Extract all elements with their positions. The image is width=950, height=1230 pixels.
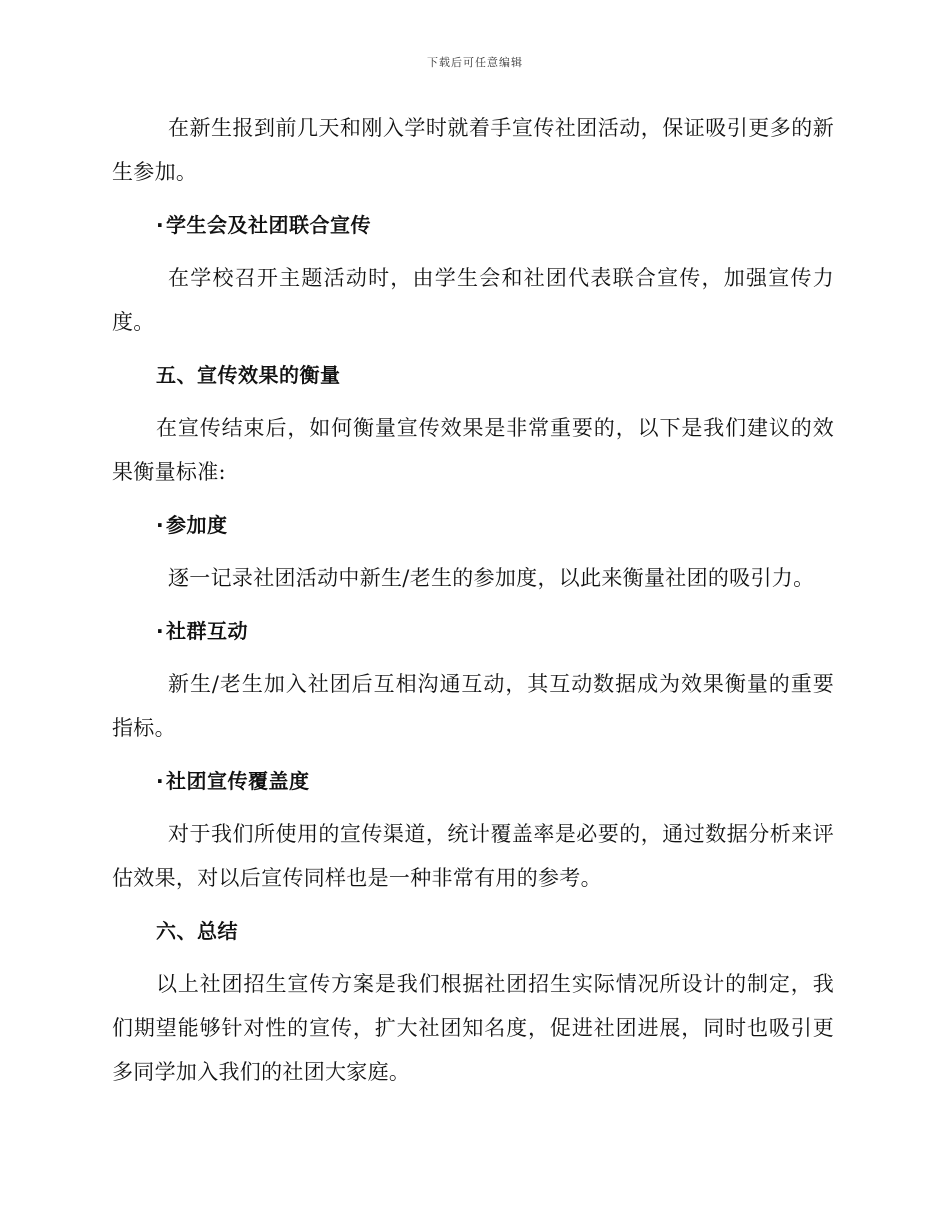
bullet-heading-community-interaction <box>112 609 834 653</box>
bullet-dot-icon: · <box>156 769 165 793</box>
paragraph-new-student-promo: 在新生报到前几天和刚入学时就着手宣传社团活动，保证吸引更多的新生参加。 <box>112 116 834 184</box>
paragraph-promo-coverage: 对于我们所使用的宣传渠道，统计覆盖率是必要的，通过数据分析来评估效果，对以后宣传同样也是一种非常有用的参考。 <box>112 822 834 890</box>
section-heading-effect-measurement: 五、宣传效果的衡量 <box>156 363 341 387</box>
bullet-dot-icon: · <box>156 213 165 237</box>
bullet-heading-text: 参加度 <box>166 513 228 537</box>
paragraph-community-interaction: 新生/老生加入社团后互相沟通互动，其互动数据成为效果衡量的重要指标。 <box>112 672 834 740</box>
bullet-heading-participation <box>112 503 834 547</box>
paragraph-participation: 逐一记录社团活动中新生/老生的参加度，以此来衡量社团的吸引力。 <box>168 566 815 590</box>
bullet-heading-text: 学生会及社团联合宣传 <box>166 213 371 237</box>
section-heading-summary: 六、总结 <box>156 919 238 943</box>
bullet-heading-text: 社群互动 <box>166 619 248 643</box>
bullet-heading-text: 社团宣传覆盖度 <box>166 769 310 793</box>
paragraph-measurement-intro: 在宣传结束后，如何衡量宣传效果是非常重要的，以下是我们建议的效果衡量标准: <box>112 416 834 484</box>
bullet-dot-icon: · <box>156 619 165 643</box>
bullet-dot-icon: · <box>156 513 165 537</box>
bullet-heading-promo-coverage <box>112 759 834 803</box>
document-body <box>112 106 834 1103</box>
paragraph-summary: 以上社团招生宣传方案是我们根据社团招生实际情况所设计的制定，我们期望能够针对性的宣传，扩大社团知名度，促进社团进展，同时也吸引更多同学加入我们的社团大家庭。 <box>112 972 834 1084</box>
page-header: 下载后可任意编辑 <box>427 56 523 69</box>
paragraph-joint-promo: 在学校召开主题活动时，由学生会和社团代表联合宣传，加强宣传力度。 <box>112 266 834 334</box>
bullet-heading-joint-promo <box>112 203 834 247</box>
